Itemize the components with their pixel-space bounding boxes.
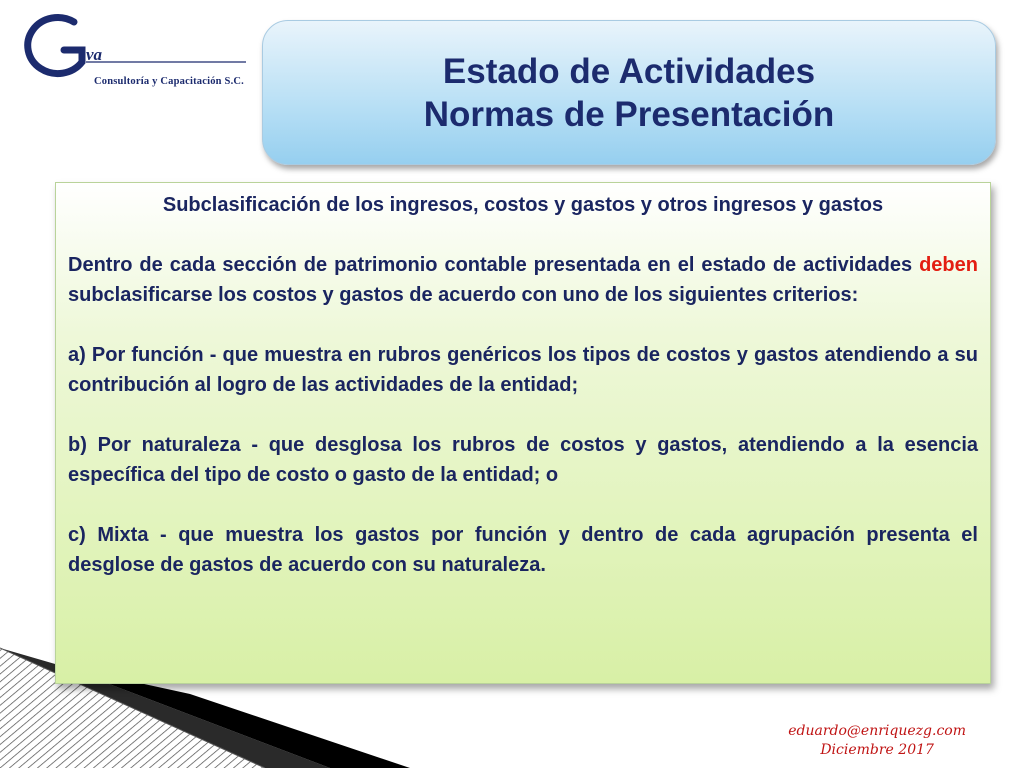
footer-email: eduardo@enriquezg.com: [788, 723, 966, 739]
logo-company-name: Consultoría y Capacitación S.C.: [94, 76, 245, 87]
page-subtitle: Normas de Presentación: [423, 94, 835, 134]
intro-text-end: subclasificarse los costos y gastos de acuerdo con uno de los siguientes criterios:: [68, 284, 859, 306]
company-logo: [18, 10, 250, 90]
content-subheading: Subclasificación de los ingresos, costos y gastos y otros ingresos y gastos: [162, 194, 884, 216]
title-box: [262, 20, 996, 165]
content-box: [55, 182, 991, 684]
highlight-word: deben: [919, 254, 978, 276]
content-intro: [68, 250, 978, 310]
criterion-b: b) Por naturaleza - que desglosa los rubros de costos y gastos, atendiendo a la esencia específica del tipo de costo o gasto de la entidad; o: [68, 434, 978, 486]
intro-text-start: Dentro de cada sección de patrimonio contable presentada en el estado de actividades: [68, 254, 920, 276]
footer-date: Diciembre 2017: [820, 742, 934, 758]
page-title: Estado de Actividades: [442, 51, 816, 91]
logo-subtext: va: [86, 45, 103, 64]
criterion-a: a) Por función - que muestra en rubros genéricos los tipos de costos y gastos atendiendo a su contribución al logro de las actividades de la entidad;: [68, 344, 978, 396]
criterion-c: c) Mixta - que muestra los gastos por función y dentro de cada agrupación presenta el desglose de gastos de acuerdo con su naturaleza.: [68, 524, 978, 576]
footer: [788, 722, 966, 760]
